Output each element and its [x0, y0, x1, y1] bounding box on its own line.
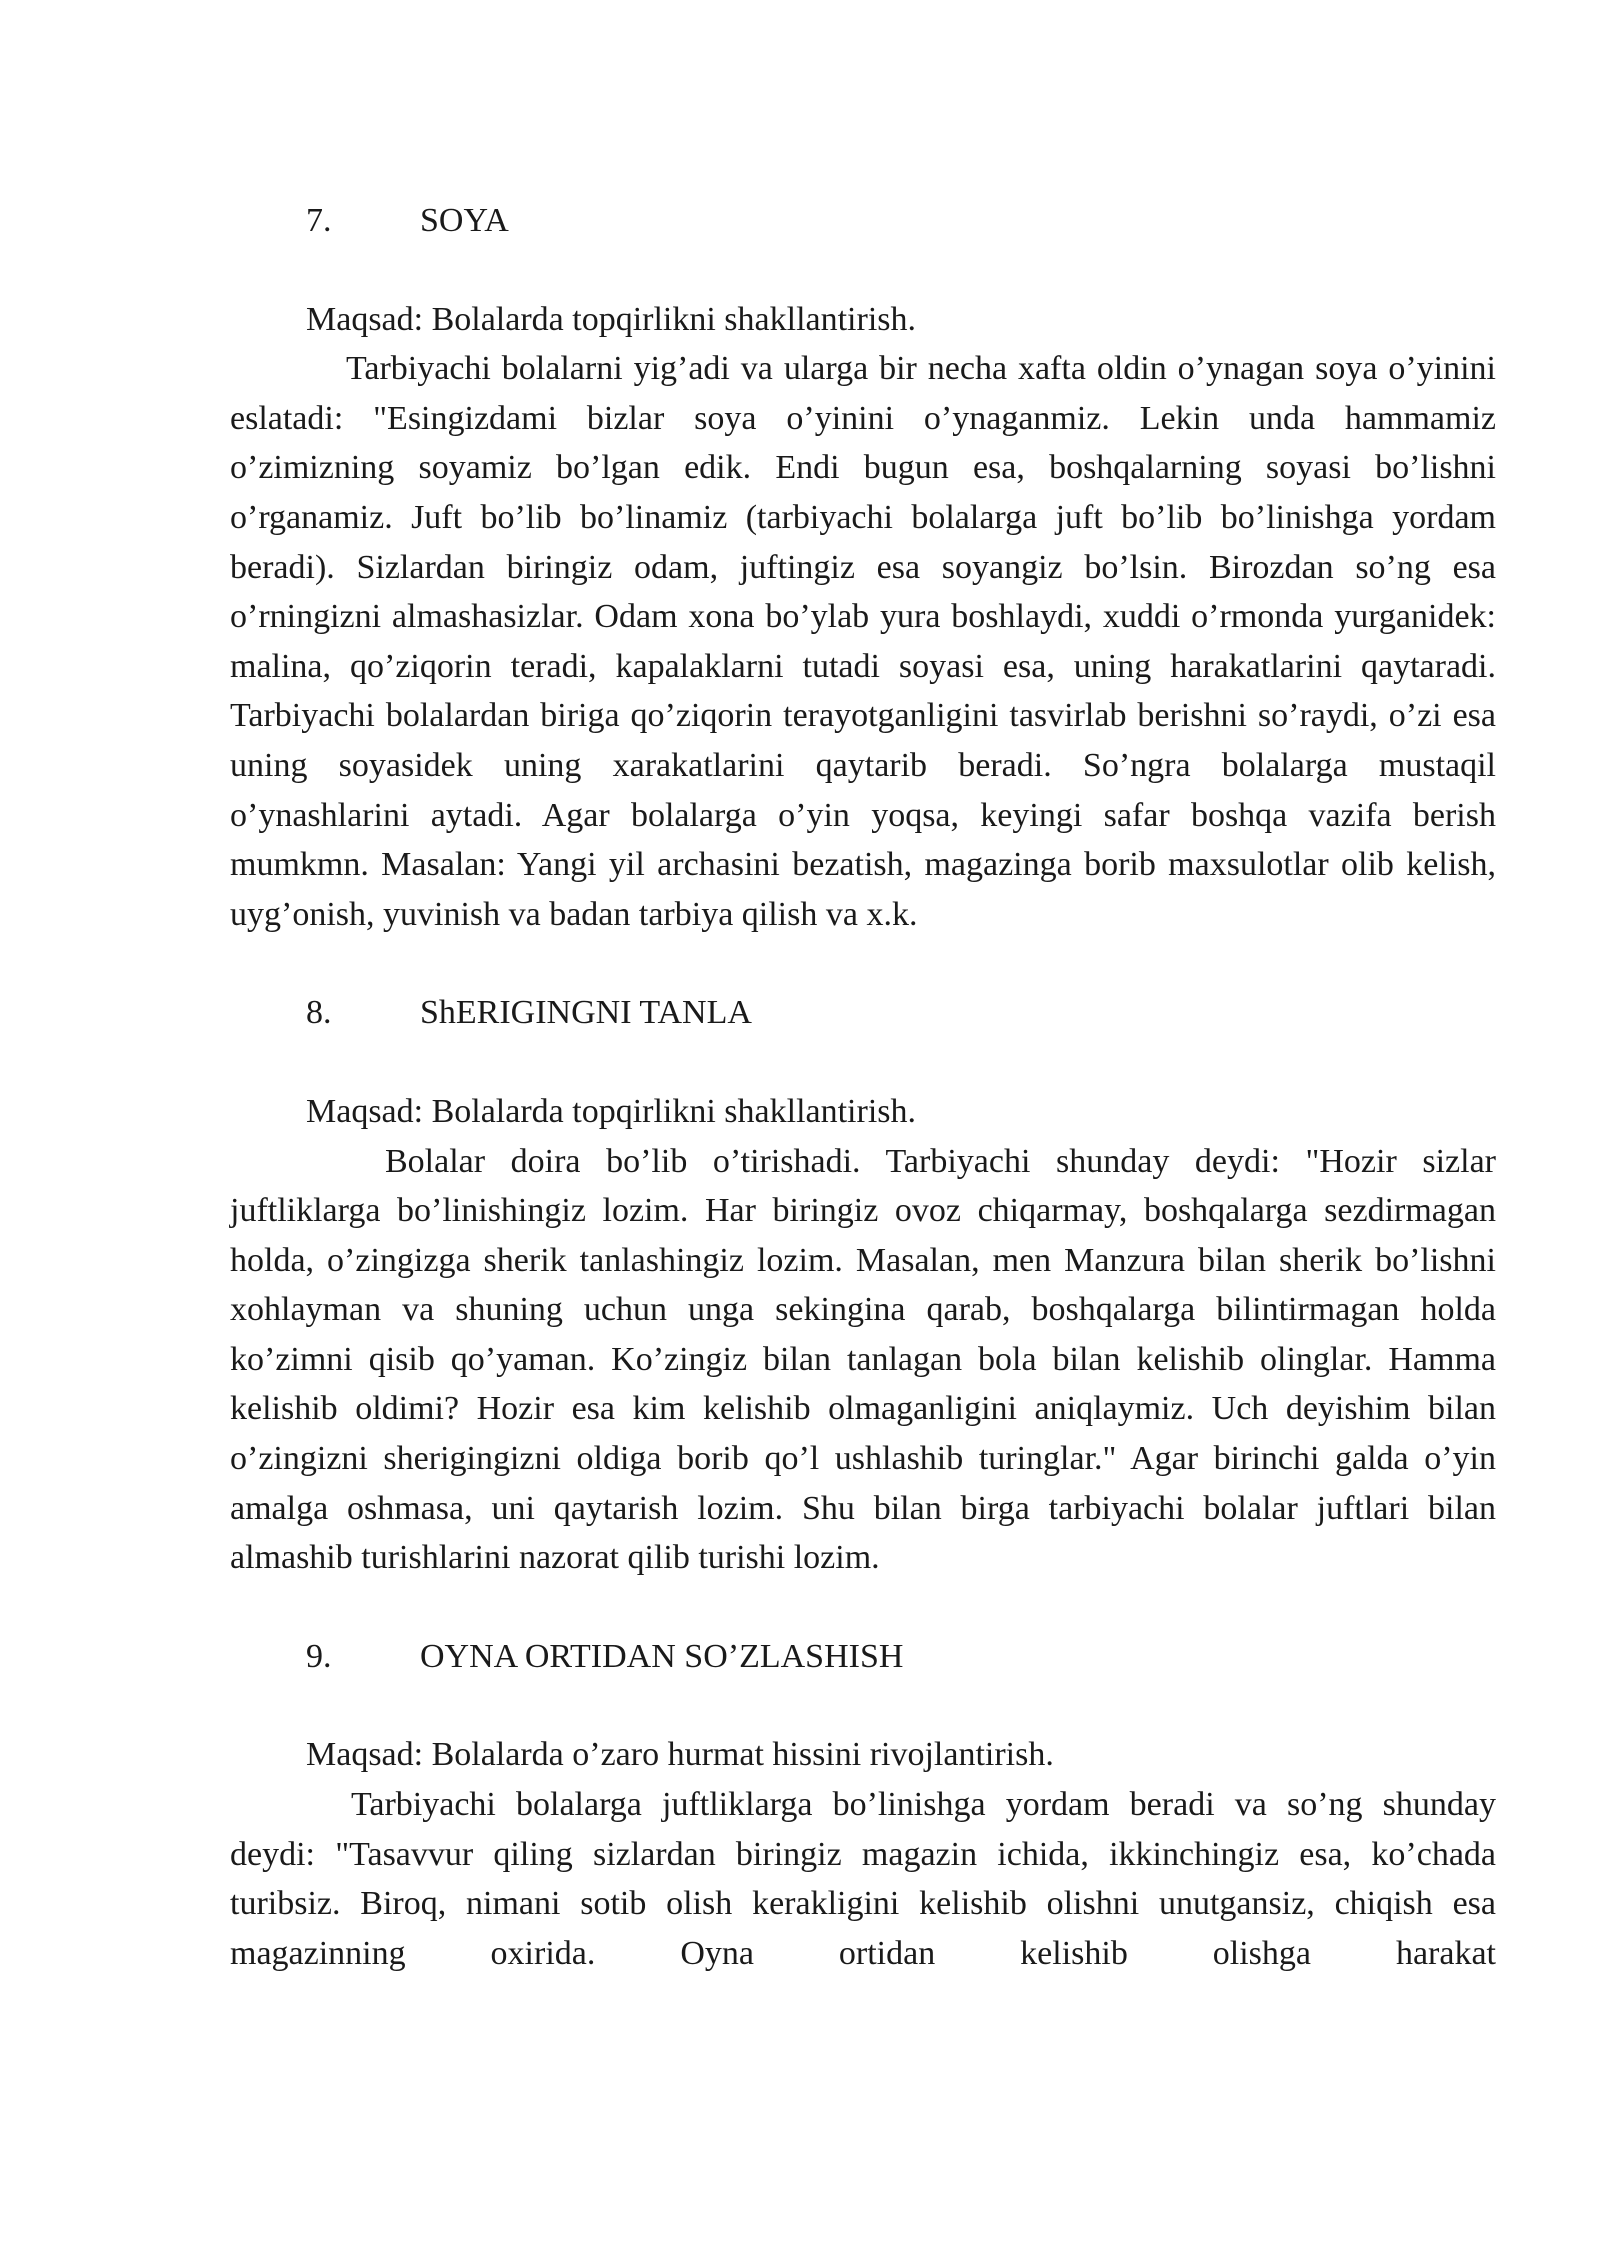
- section-heading: [306, 196, 1496, 246]
- section-number: 8.: [306, 994, 332, 1032]
- section-heading: [306, 988, 1496, 1038]
- section-title: ShERIGINGNI TANLA: [420, 994, 752, 1032]
- section-goal: Maqsad: Bolalarda topqirlikni shakllantirish.: [306, 300, 917, 338]
- section-number: 7.: [306, 202, 332, 239]
- section-body-text: Bolalar doira bo’lib o’tirishadi. Tarbiyachi shunday deydi: "Hozir sizlar juftliklarga bo’linishingiz lozim. Har biringiz ovoz chiqarmay, boshqalarga sezdirmagan holda, o’zingizga sherik tanlashingiz lozim. Masalan, men Manzura bilan sherik bo’lishni xohlayman va shuning uchun unga sekingina qarab, boshqalarga bilintirmagan holda ko’zimni qisib qo’yaman. Ko’zingiz bilan tanlagan bola bilan kelishib olinglar. Hamma kelishib oldimi? Hozir esa kim kelishib olmaganligini aniqlaymiz. Uch deyishim bilan o’zingizni sherigingizni oldiga borib qo’l ushlashib turinglar." Agar birinchi galda o’yin amalga oshmasa, uni qaytarish lozim. Shu bilan birga tarbiyachi bolalar juftlari bilan almashib turishlarini nazorat qilib turishi lozim.: [230, 1142, 1496, 1577]
- section-goal: Maqsad: Bolalarda o’zaro hurmat hissini rivojlantirish.: [306, 1736, 1054, 1774]
- section-title: SOYA: [420, 202, 509, 239]
- section-heading: [306, 1632, 1496, 1682]
- section-body-text: Tarbiyachi bolalarga juftliklarga bo’linishga yordam beradi va so’ng shunday deydi: "Tasavvur qiling sizlardan biringiz magazin ichida, ikkinchingiz esa, ko’chada turibsiz. Biroq, nimani sotib olish kerakligini kelishib olishni unutgansiz, chiqish esa magazinning oxirida. Oyna ortidan kelishib olishga harakat: [230, 1786, 1496, 1972]
- document-page: [230, 196, 1496, 1978]
- section-sheringni-tanla: [230, 988, 1496, 1583]
- section-body-text: Tarbiyachi bolalarni yig’adi va ularga bir necha xafta oldin o’ynagan soya o’yinini eslatadi: "Esingizdami bizlar soya o’yinini o’ynaganmiz. Lekin unda hammamiz o’zimizning soyamiz bo’lgan edik. Endi bugun esa, boshqalarning soyasi bo’lishni o’rganamiz. Juft bo’lib bo’linamiz (tarbiyachi bolalarga juft bo’lib bo’linishga yordam beradi). Sizlardan biringiz odam, juftingiz esa soyangiz bo’lsin. Birozdan so’ng esa o’rningizni almashasizlar. Odam xona bo’ylab yura boshlaydi, xuddi o’rmonda yurganidek: malina, qo’ziqorin teradi, kapalaklarni tutadi soyasi esa, uning harakatlarini qaytaradi. Tarbiyachi bolalardan biriga qo’ziqorin terayotganligini tasvirlab berishni so’raydi, o’zi esa uning soyasidek uning xarakatlarini qaytarib beradi. So’ngra bolalarga mustaqil o’ynashlarini aytadi. Agar bolalarga o’yin yoqsa, keyingi safar boshqa vazifa berish mumkmn. Masalan: Yangi yil archasini bezatish, magazinga borib maxsulotlar olib kelish, uyg’onish, yuvinish va badan tarbiya qilish va x.k.: [230, 350, 1496, 933]
- section-soya: [230, 196, 1496, 939]
- section-title: OYNA ORTIDAN SO’ZLASHISH: [420, 1637, 904, 1675]
- section-number: 9.: [306, 1637, 332, 1675]
- section-oyna-ortidan-sozlashish: [230, 1632, 1496, 1979]
- section-goal: Maqsad: Bolalarda topqirlikni shakllantirish.: [306, 1092, 917, 1130]
